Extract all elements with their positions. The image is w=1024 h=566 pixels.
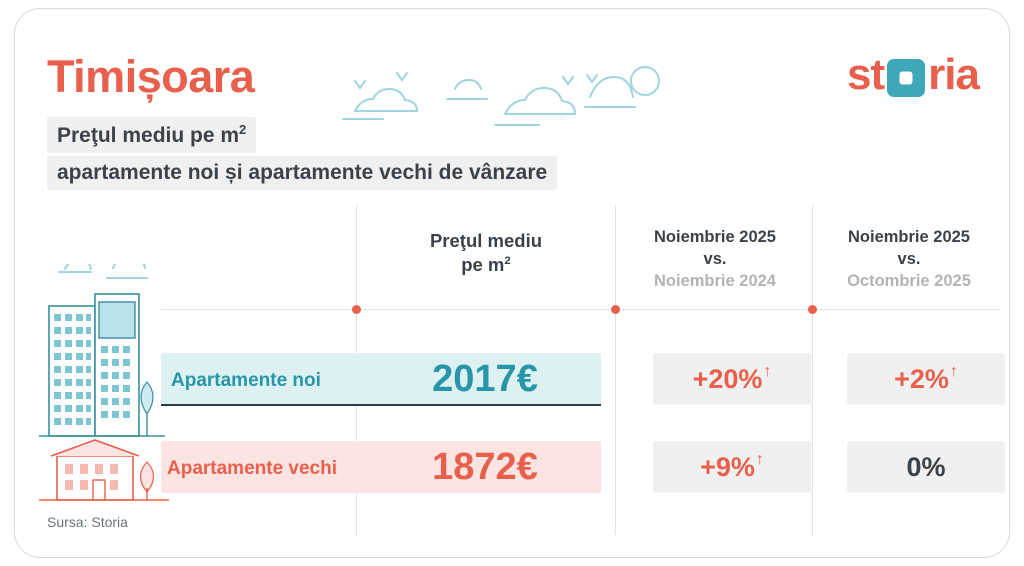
rule-dot-1: [352, 305, 361, 314]
header-rule: [161, 309, 1001, 310]
row-new-mom-chip: [847, 353, 1005, 405]
subtitle-line-1: [47, 117, 256, 153]
column-header-mom: [815, 227, 1003, 292]
row-old-yoy-chip: [653, 441, 811, 493]
column-header-price-line2: [375, 253, 597, 277]
arrow-up-icon: ↑: [755, 451, 764, 468]
column-header-price-line1: Preţul mediu: [429, 230, 543, 251]
column-header-mom-line1: Noiembrie 2025: [848, 228, 970, 246]
column-header-price: [375, 229, 597, 278]
column-header-yoy-line1: Noiembrie 2025: [654, 228, 776, 246]
logo-text-end: ria: [928, 50, 979, 99]
row-new-yoy-chip: [653, 353, 811, 405]
storia-logo[interactable]: [847, 50, 979, 99]
column-header-price-line2-text: pe m: [461, 254, 505, 276]
subtitle-line-2: apartamente noi și apartamente vechi de vânzare: [47, 156, 557, 190]
column-divider-3: [812, 205, 813, 535]
row-price-old: 1872€: [432, 445, 538, 488]
storia-square-o-icon: [887, 59, 925, 97]
column-header-mom-line2: vs.: [897, 249, 921, 268]
column-divider-2: [615, 205, 616, 535]
subtitle-line-1-text: Preţul mediu pe m: [57, 124, 240, 147]
row-price-new: 2017€: [432, 357, 538, 400]
infographic-card: [14, 8, 1010, 558]
column-header-yoy-line2: vs.: [703, 249, 727, 268]
arrow-up-icon: ↑: [949, 363, 958, 380]
row-label-old: Apartamente vechi: [167, 458, 338, 479]
column-header-yoy-line3: Noiembrie 2024: [654, 271, 776, 290]
clouds-decoration-top: [335, 59, 755, 144]
rule-dot-2: [611, 305, 620, 314]
row-label-new: Apartamente noi: [171, 370, 321, 391]
row-new-yoy-value: +20%: [692, 363, 763, 394]
arrow-up-icon: ↑: [763, 363, 772, 380]
rule-dot-3: [808, 305, 817, 314]
row-new-mom-value: +2%: [894, 363, 949, 394]
buildings-illustration: [35, 264, 175, 509]
logo-text-start: st: [847, 50, 885, 99]
column-header-mom-line3: Octombrie 2025: [847, 271, 971, 290]
row-new-underline: [161, 404, 601, 406]
row-old-mom-value: 0%: [906, 451, 946, 482]
row-old-yoy-value: +9%: [700, 451, 755, 482]
page-title: Timișoara: [47, 51, 255, 102]
row-old-mom-chip: [847, 441, 1005, 493]
subtitle-line-1-superscript: 2: [239, 122, 247, 137]
column-header-yoy: [621, 227, 809, 292]
source-note: Sursa: Storia: [47, 514, 128, 530]
column-header-price-line2-superscript: 2: [504, 255, 511, 268]
